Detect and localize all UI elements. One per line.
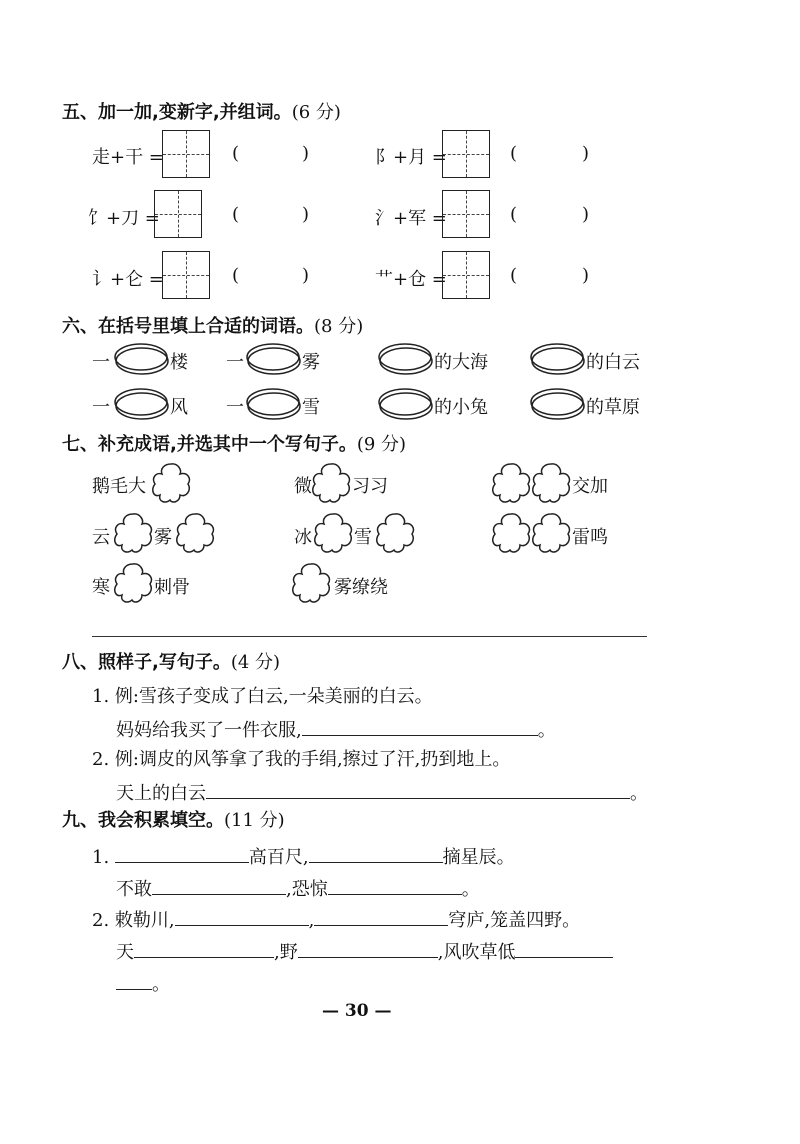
s5-paren-open-1: ( xyxy=(232,143,240,164)
flower-blank-5[interactable] xyxy=(114,512,154,554)
s7-b1-mid: 雾 xyxy=(154,527,172,548)
section-6-title xyxy=(62,312,363,338)
s7-a3-post: 交加 xyxy=(572,476,608,497)
s7-c2-post: 雾缭绕 xyxy=(334,577,388,598)
s6-r2-2-after: 雪 xyxy=(302,397,320,418)
s8-fill-1-row xyxy=(116,716,556,742)
s8-blank-1[interactable] xyxy=(302,717,538,736)
s9-l1-a: 高百尺, xyxy=(248,847,309,868)
flower-blank-4[interactable] xyxy=(532,462,572,504)
flower-blank-8[interactable] xyxy=(376,512,416,554)
s5-paren-close-6: ) xyxy=(582,265,590,286)
s5-paren-close-5: ) xyxy=(302,265,310,286)
sentence-writing-line[interactable] xyxy=(92,636,647,637)
section-9-title xyxy=(62,806,285,832)
s5-paren-open-2: ( xyxy=(510,143,518,164)
fill-oval-8[interactable] xyxy=(530,387,586,421)
s5-paren-open-5: ( xyxy=(232,265,240,286)
s9-l3-num: 2. 敕勒川, xyxy=(92,910,175,931)
fill-oval-2[interactable] xyxy=(246,342,302,376)
section-6-points: (8 分) xyxy=(314,316,364,337)
s9-line-2 xyxy=(116,875,480,901)
s9-l2-a: 不敢 xyxy=(116,879,152,900)
flower-blank-1[interactable] xyxy=(152,462,192,504)
s9-l5-end: 。 xyxy=(152,974,170,995)
section-8-title-text: 八、照样子,写句子。 xyxy=(62,652,231,673)
s8-fill-2-prompt: 天上的白云 xyxy=(116,783,206,804)
s9-l1-num: 1. xyxy=(92,847,110,868)
s5-expr-3: 饣+刀 = xyxy=(88,208,160,229)
s6-r1-2-after: 雾 xyxy=(302,352,320,373)
section-5-points: (6 分) xyxy=(291,102,341,123)
flower-blank-11[interactable] xyxy=(114,562,154,604)
s5-paren-open-3: ( xyxy=(232,204,240,225)
tianzige-box-4[interactable] xyxy=(442,190,490,238)
s7-b3-post: 雷鸣 xyxy=(572,527,608,548)
s6-r2-2-before: 一 xyxy=(226,397,244,418)
section-7-points: (9 分) xyxy=(356,434,407,455)
s8-blank-2[interactable] xyxy=(206,780,630,799)
s5-expr-4: 氵+军 = xyxy=(375,208,447,229)
flower-blank-9[interactable] xyxy=(492,512,532,554)
fill-oval-3[interactable] xyxy=(378,342,434,376)
flower-blank-12[interactable] xyxy=(292,562,332,604)
s6-r1-1-before: 一 xyxy=(92,352,110,373)
s5-expr-6: 艹+仓 = xyxy=(375,269,447,290)
s9-blank-1[interactable] xyxy=(115,844,249,863)
s9-l3-b: , xyxy=(308,910,315,931)
s5-paren-close-2: ) xyxy=(582,143,590,164)
s7-a2-pre: 微 xyxy=(294,476,312,497)
s9-l4-b: ,野 xyxy=(274,942,298,963)
s9-line-4 xyxy=(116,938,613,964)
s9-blank-9-cont[interactable] xyxy=(116,971,152,990)
s8-fill-2-row xyxy=(116,779,648,805)
s5-expr-2: 阝+月 = xyxy=(375,147,447,168)
s9-blank-4[interactable] xyxy=(328,876,462,895)
s9-l3-c: 穹庐,笼盖四野。 xyxy=(448,910,581,931)
s5-paren-close-4: ) xyxy=(582,204,590,225)
tianzige-box-5[interactable] xyxy=(162,251,210,299)
s9-line-5 xyxy=(116,970,170,996)
s8-end-1: 。 xyxy=(537,720,556,741)
s6-r2-3-after: 的小兔 xyxy=(434,397,488,418)
s6-r2-1-after: 风 xyxy=(170,397,188,418)
fill-oval-4[interactable] xyxy=(530,342,586,376)
s6-r2-4-after: 的草原 xyxy=(586,397,640,418)
s7-b2-mid: 雪 xyxy=(354,527,372,548)
section-9-points: (11 分) xyxy=(224,810,285,831)
s6-r2-1-before: 一 xyxy=(92,397,110,418)
page-number: — 30 — xyxy=(322,1001,392,1021)
s9-l2-end: 。 xyxy=(461,879,480,900)
s9-blank-9[interactable] xyxy=(515,939,613,958)
s9-l4-c: ,风吹草低 xyxy=(437,942,516,963)
s9-line-1 xyxy=(92,843,515,869)
section-7-title xyxy=(62,430,406,456)
s6-r1-2-before: 一 xyxy=(226,352,244,373)
flower-blank-3[interactable] xyxy=(492,462,532,504)
s9-blank-5[interactable] xyxy=(175,907,309,926)
flower-blank-6[interactable] xyxy=(176,512,216,554)
s6-r1-3-after: 的大海 xyxy=(434,352,488,373)
s9-line-3 xyxy=(92,906,580,932)
s5-paren-close-1: ) xyxy=(302,143,310,164)
s7-b2-pre: 冰 xyxy=(294,527,312,548)
s8-example-1: 1. 例:雪孩子变成了白云,一朵美丽的白云。 xyxy=(92,686,433,707)
section-7-title-text: 七、补充成语,并选其中一个写句子。 xyxy=(62,434,357,455)
s7-a1-text: 鹅毛大 xyxy=(92,476,146,497)
s8-example-2: 2. 例:调皮的风筝拿了我的手绢,擦过了汗,扔到地上。 xyxy=(92,749,511,770)
s7-c1-pre: 寒 xyxy=(92,577,110,598)
s9-blank-7[interactable] xyxy=(134,939,274,958)
s5-expr-5: 讠+仑 = xyxy=(92,269,164,290)
s5-paren-close-3: ) xyxy=(302,204,310,225)
section-5-title-text: 五、加一加,变新字,并组词。 xyxy=(62,102,292,123)
s8-fill-1-prompt: 妈妈给我买了一件衣服, xyxy=(116,720,302,741)
s9-blank-3[interactable] xyxy=(152,876,286,895)
s9-blank-2[interactable] xyxy=(309,844,443,863)
flower-blank-7[interactable] xyxy=(314,512,354,554)
section-6-title-text: 六、在括号里填上合适的词语。 xyxy=(62,316,314,337)
s5-paren-open-6: ( xyxy=(510,265,518,286)
flower-blank-10[interactable] xyxy=(532,512,572,554)
tianzige-box-6[interactable] xyxy=(442,251,490,299)
s9-l2-b: ,恐惊 xyxy=(286,879,328,900)
s9-l1-b: 摘星辰。 xyxy=(442,847,515,868)
s7-b1-pre: 云 xyxy=(92,527,110,548)
tianzige-box-2[interactable] xyxy=(442,130,490,178)
section-8-points: (4 分) xyxy=(230,652,281,673)
fill-oval-6[interactable] xyxy=(246,387,302,421)
s9-blank-6[interactable] xyxy=(314,907,448,926)
flower-blank-2[interactable] xyxy=(312,462,352,504)
s5-paren-open-4: ( xyxy=(510,204,518,225)
fill-oval-5[interactable] xyxy=(114,387,170,421)
s6-r1-4-after: 的白云 xyxy=(586,352,640,373)
section-8-title xyxy=(62,648,280,674)
s5-expr-1: 走+干 = xyxy=(92,147,164,168)
section-9-title-text: 九、我会积累填空。 xyxy=(62,810,224,831)
s9-l4-a: 天 xyxy=(116,942,134,963)
tianzige-box-1[interactable] xyxy=(162,130,210,178)
s6-r1-1-after: 楼 xyxy=(170,352,188,373)
s7-a2-post: 习习 xyxy=(352,476,388,497)
tianzige-box-3[interactable] xyxy=(154,190,202,238)
s9-blank-8[interactable] xyxy=(298,939,438,958)
fill-oval-7[interactable] xyxy=(378,387,434,421)
s7-c1-post: 刺骨 xyxy=(154,577,190,598)
fill-oval-1[interactable] xyxy=(114,342,170,376)
section-5-title xyxy=(62,98,341,124)
s8-end-2: 。 xyxy=(630,783,648,804)
